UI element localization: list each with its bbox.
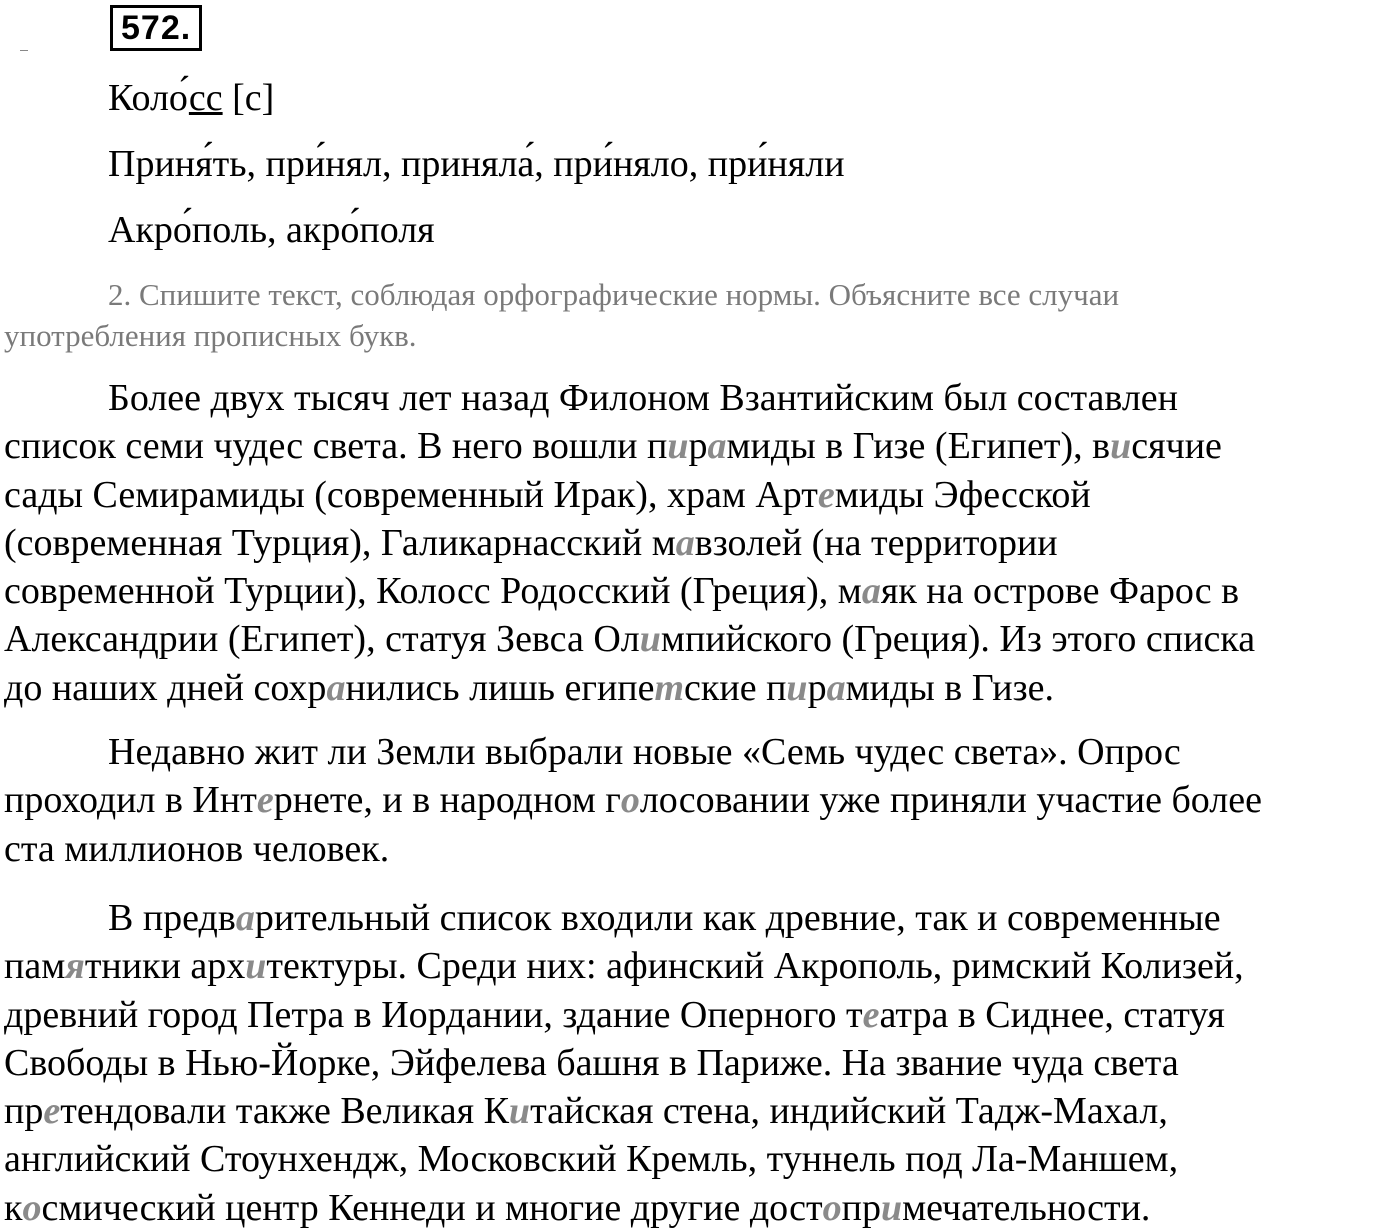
highlighted-letter: и [245, 945, 267, 988]
text-line: английский Стоунхендж, Московский Кремль, туннель под Ла-Маншем, [4, 1138, 1179, 1181]
word-part: Коло́ [108, 77, 189, 119]
highlighted-letter: и [786, 666, 808, 709]
highlighted-letter: а [707, 425, 727, 468]
text-line: сады Семирамиды (современный Ирак), храм Артемиды Эфесской [4, 473, 1091, 516]
text-line: (современная Турция), Галикарнасский мавзолей (на территории [4, 521, 1058, 564]
highlighted-letter: и [639, 618, 661, 661]
highlighted-letter: о [22, 1186, 42, 1229]
text-line: Александрии (Египет), статуя Зевса Олимпийского (Греция). Из этого списка [4, 618, 1256, 661]
pronunciation-line-kolloss [108, 76, 274, 120]
highlighted-letter: и [880, 1186, 903, 1229]
highlighted-letter: е [256, 779, 274, 822]
highlighted-letter: я [65, 945, 85, 988]
task-line: употребления прописных букв. [4, 318, 417, 353]
transcription: [с] [222, 77, 275, 119]
paragraph-2 [4, 728, 1262, 873]
highlighted-letter: е [862, 993, 880, 1036]
highlighted-letter: о [620, 779, 640, 822]
text-line: до наших дней сохранились лишь египетские пирамиды в Гизе. [4, 666, 1054, 709]
text-line: В предварительный список входили как древние, так и современные [108, 897, 1221, 939]
highlighted-letter: а [235, 897, 255, 939]
text-line: ста миллионов человек. [4, 827, 390, 870]
highlighted-letter: и [508, 1090, 531, 1133]
task-line: 2. Спишите текст, соблюдая орфографические нормы. Объясните все случаи [108, 277, 1120, 312]
text-line: современной Турции), Колосс Родосский (Греция), маяк на острове Фарос в [4, 570, 1240, 613]
text-line: Недавно жит ли Земли выбрали новые «Семь чудес света». Опрос [108, 731, 1181, 773]
text-line: список семи чудес света. В него вошли пирамиды в Гизе (Египет), висячие [4, 425, 1222, 468]
underlined-letters: сс [188, 77, 223, 119]
highlighted-letter: а [861, 570, 881, 613]
text-line: проходил в Интернете, и в народном голосовании уже приняли участие более [4, 779, 1263, 822]
highlighted-letter: о [822, 1186, 842, 1229]
paragraph-3 [4, 894, 1244, 1232]
text-line: космический центр Кеннеди и многие другие достопримечательности. [4, 1186, 1151, 1229]
task-instruction [4, 274, 1394, 356]
highlighted-letter: а [326, 666, 346, 709]
highlighted-letter: и [667, 425, 689, 468]
highlighted-letter: е [43, 1090, 61, 1133]
text-line: древний город Петра в Иордании, здание Оперного театра в Сиднее, статуя [4, 993, 1225, 1036]
text-line: претендовали также Великая Китайская стена, индийский Тадж-Махал, [4, 1090, 1168, 1133]
highlighted-letter: т [654, 666, 685, 709]
text-line: Более двух тысяч лет назад Филоном Взантийским был составлен [108, 377, 1179, 419]
pronunciation-line-akropol: Акро́поль, акро́поля [108, 209, 435, 251]
pronunciation-line-prinyat: Приня́ть, при́нял, приняла́, при́няло, при́няли [108, 143, 845, 185]
highlighted-letter: е [817, 473, 835, 516]
paragraph-1 [4, 374, 1255, 712]
highlighted-letter: а [675, 521, 695, 564]
text-line: Свободы в Нью-Йорке, Эйфелева башня в Париже. На звание чуда света [4, 1041, 1179, 1084]
margin-mark [20, 50, 28, 51]
exercise-number: 572. [110, 5, 202, 51]
text-line: памятники архитектуры. Среди них: афинский Акрополь, римский Колизей, [4, 945, 1244, 988]
highlighted-letter: и [1110, 425, 1132, 468]
highlighted-letter: а [826, 666, 846, 709]
